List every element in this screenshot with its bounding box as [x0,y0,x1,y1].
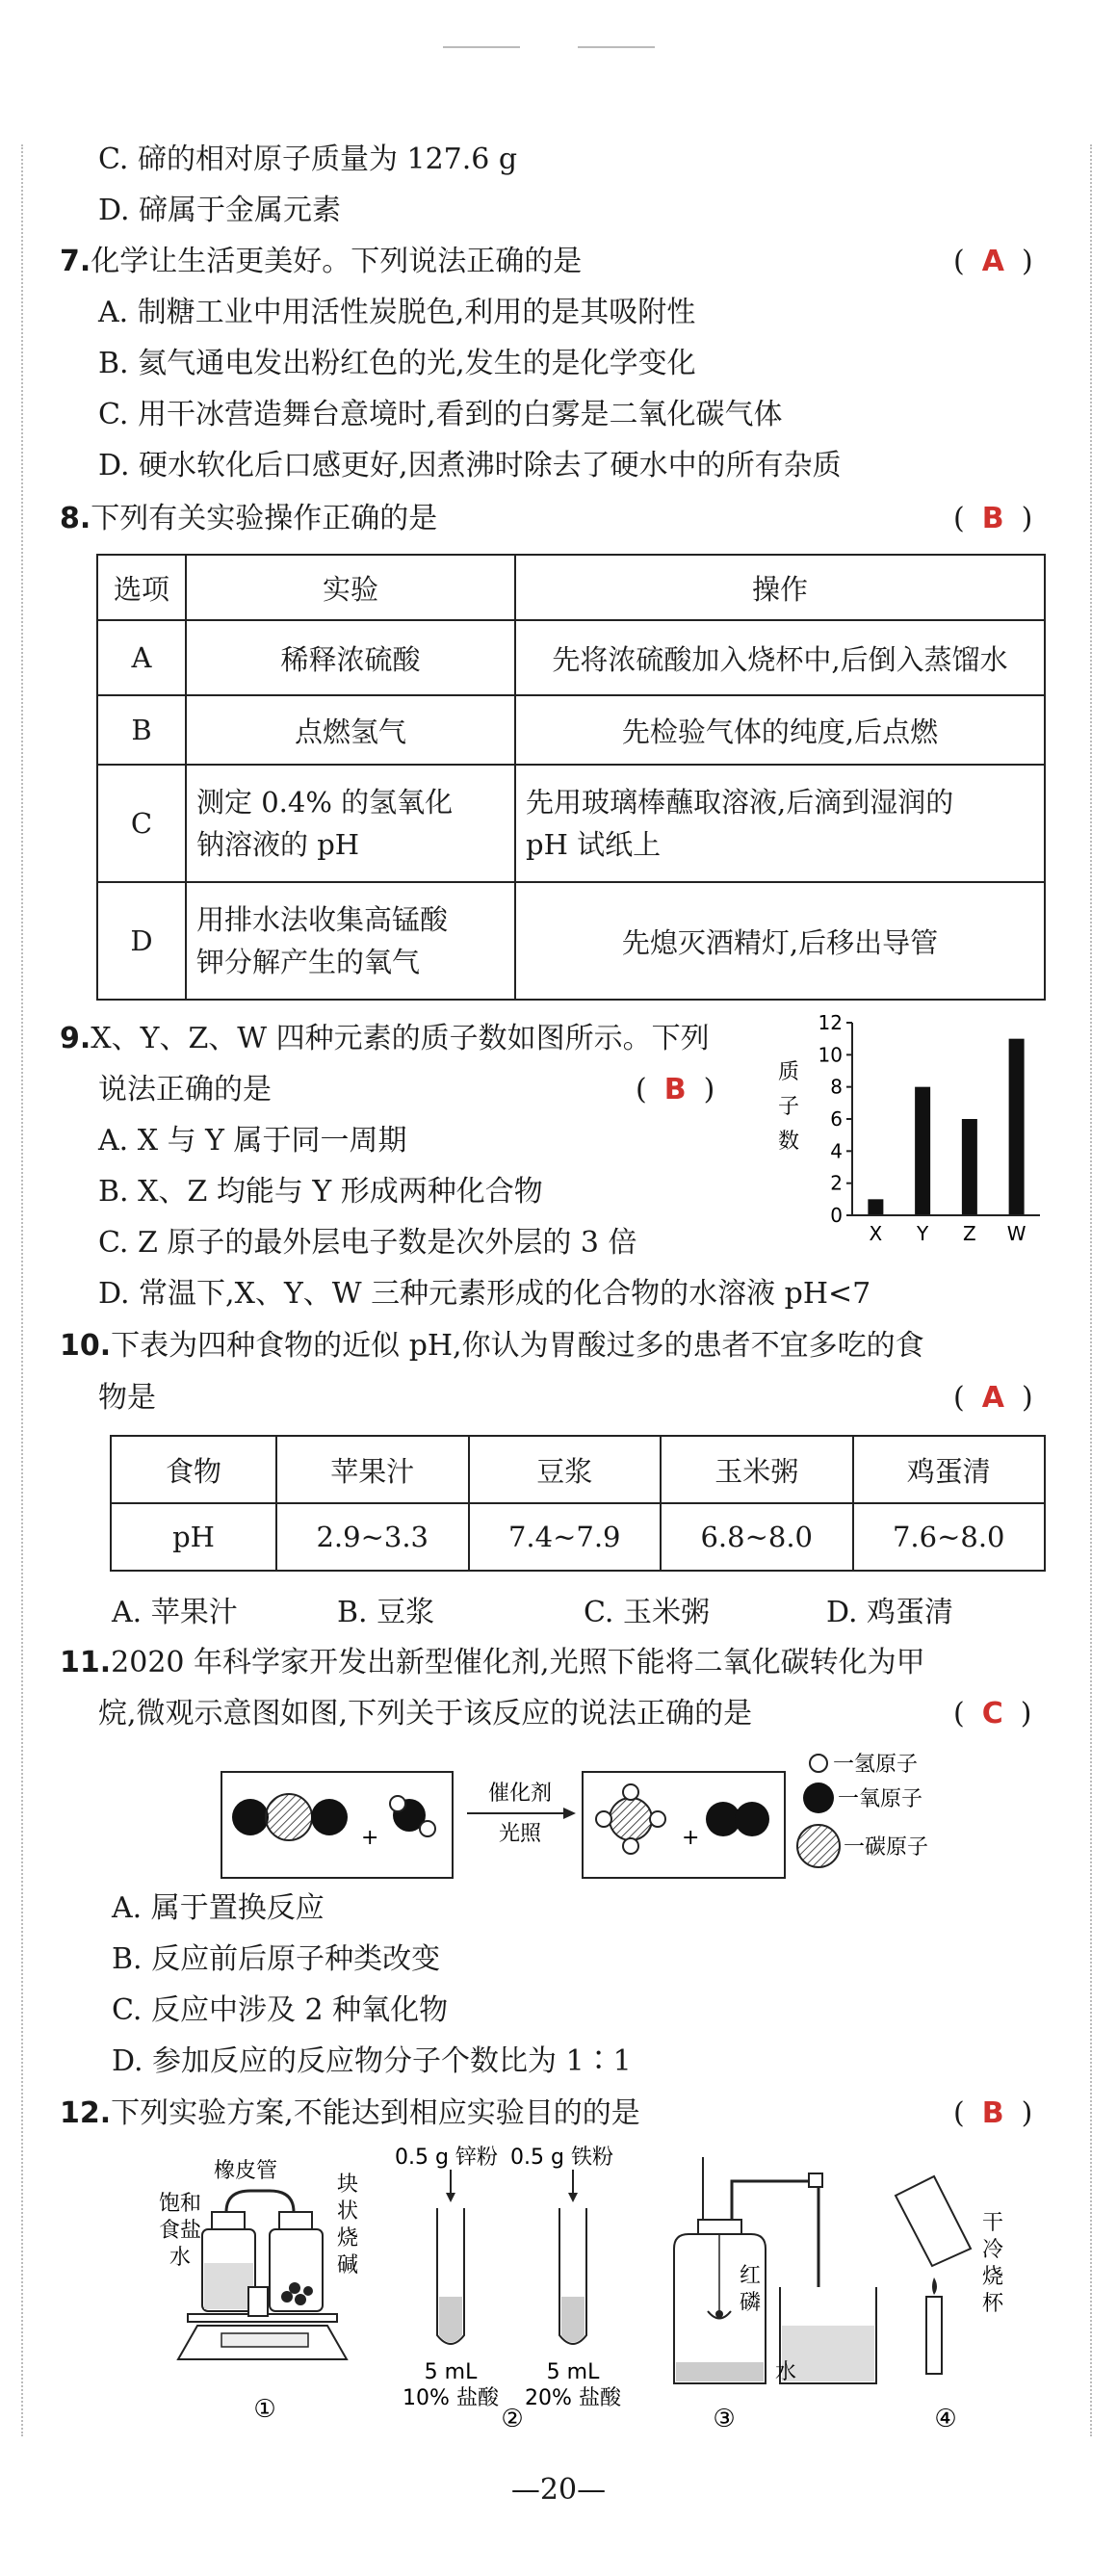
q10-answer: ( A ) [953,1381,1033,1415]
label-caustic-char: 烧 [337,2226,359,2251]
y-tick-label: 6 [830,1107,843,1131]
solid-lump-icon [289,2282,300,2294]
bar-Y [915,1087,930,1215]
condition-catalyst: 催化剂 [487,1782,553,1806]
legend-label: 一氢原子 [833,1753,919,1777]
hydrogen-atom-icon [390,1796,405,1811]
x-tick-label: W [1006,1222,1026,1245]
label-saline-char: 盐 [180,2219,202,2243]
cell-experiment [186,765,515,882]
hydrogen-atom-icon [623,1784,638,1800]
acid-liquid-icon [561,2297,584,2343]
question-text: 下列有关实验操作正确的是 [91,502,438,535]
label-saline-char: 饱 [159,2192,181,2216]
y-tick-label: 4 [830,1139,843,1163]
q9-bar-chart [761,1011,1050,1252]
question-number: 10. [60,1329,112,1363]
label-caustic-char: 碱 [337,2253,359,2277]
x-tick-label: Z [963,1222,976,1245]
question-text: 化学让生活更美好。下列说法正确的是 [91,245,583,278]
cell-line: 用排水法收集高锰酸 [196,903,449,936]
test-tubes-apparatus [395,2146,622,2432]
condition-light: 光照 [498,1822,542,1846]
table-row [111,1503,1045,1571]
question-text: 下表为四种食物的近似 pH,你认为胃酸过多的患者不宜多吃的食 [111,1329,924,1363]
q11-reaction-diagram [212,1748,1069,1883]
q12-experiments-figure [135,2143,1040,2432]
q7-option: B. 氦气通电发出粉红色的光,发生的是化学变化 [98,347,696,380]
header-cell: 实验 [186,555,515,620]
cell-line: 钾分解产生的氧气 [196,946,421,978]
figure-label-3: ③ [713,2405,736,2432]
cell-experiment: 稀释浓硫酸 [186,620,515,695]
label-rubber-tube: 橡皮管 [213,2159,278,2183]
table-header-row [97,555,1045,620]
x-tick-label: X [869,1222,883,1245]
y-tick-label: 10 [818,1043,843,1067]
q9-answer: ( B ) [636,1073,715,1106]
figure-label-4: ④ [934,2405,957,2432]
solid-lump-icon [303,2286,313,2296]
plus-sign: + [682,1826,700,1850]
y-axis-label-char: 子 [778,1095,800,1119]
right-margin-line [1090,144,1092,2436]
page-number: —20— [510,2473,607,2507]
answer-letter: B [663,1073,687,1106]
q6-option-d: D. 碲属于金属元素 [98,194,342,227]
table-row [97,620,1045,695]
table-cell: 2.9~3.3 [276,1503,469,1571]
candle-icon [926,2297,942,2374]
y-tick-label: 0 [830,1204,843,1227]
q10-table [110,1435,1046,1572]
cell-line: 钠溶液的 pH [196,828,360,861]
label-acid: 10% 盐酸 [403,2386,499,2410]
clamp-icon [809,2173,822,2187]
q7-option: C. 用干冰营造舞台意境时,看到的白雾是二氧化碳气体 [98,398,783,431]
y-axis-label-char: 质 [778,1060,800,1084]
question-text: 2020 年科学家开发出新型催化剂,光照下能将二氧化碳转化为甲 [111,1646,925,1679]
cell-line: 测定 0.4% 的氢氧化 [196,786,454,819]
label-saline-char: 和 [180,2192,202,2216]
question-number: 8. [60,502,91,535]
answer-letter: C [981,1697,1003,1730]
q9-stem-line2: 说法正确的是 [98,1073,272,1106]
q11-option: B. 反应前后原子种类改变 [112,1942,441,1976]
saline-liquid-icon [204,2263,253,2309]
hydrogen-atom-icon [650,1811,665,1827]
q6-option-c: C. 碲的相对原子质量为 127.6 g [98,143,518,176]
header-cell: 操作 [515,555,1045,620]
rubber-tube-icon [226,2191,294,2212]
balance-pointer-icon [248,2287,268,2316]
cell-option: C [97,765,186,882]
legend-hydrogen-icon [810,1755,827,1772]
table-cell: pH [111,1503,276,1571]
x-tick-label: Y [917,1222,929,1245]
figure-label-1: ① [253,2395,276,2424]
header-cell: 豆浆 [469,1436,662,1503]
answer-letter: A [981,1381,1004,1415]
arrow-down-icon [446,2193,455,2202]
water-layer-icon [676,2362,764,2381]
q7-stem [60,243,582,281]
label-water: 水 [775,2360,797,2384]
solid-lump-icon [295,2294,306,2305]
legend-oxygen-icon [803,1782,834,1813]
cell-line: 先用玻璃棒蘸取溶液,后滴到湿润的 [526,786,954,819]
y-axis-ticks [818,1011,852,1227]
q11-option: A. 属于置换反应 [112,1891,325,1925]
plus-sign: + [361,1826,379,1850]
header-cell: 食物 [111,1436,276,1503]
cell-line: pH 试纸上 [526,828,662,861]
label-caustic-char: 块 [337,2173,359,2197]
cell-experiment [186,882,515,1000]
x-axis-labels [870,1222,1026,1245]
table-row [97,695,1045,765]
header-cell: 苹果汁 [276,1436,469,1503]
y-tick-label: 8 [830,1075,843,1099]
question-number: 9. [60,1022,91,1055]
q10-option: B. 豆浆 [337,1596,435,1629]
question-number: 11. [60,1646,112,1679]
oxygen-atom-icon [735,1802,769,1836]
q10-option: D. 鸡蛋清 [826,1596,954,1629]
q11-answer: ( C ) [953,1697,1032,1730]
y-tick-label: 12 [818,1011,843,1034]
label-zinc-powder: 0.5 g 锌粉 [395,2146,498,2170]
question-number: 7. [60,245,91,278]
label-saline-char: 食 [159,2219,181,2243]
arrow-head-icon [563,1808,576,1819]
header-cell: 鸡蛋清 [853,1436,1046,1503]
flame-icon [932,2277,937,2295]
q11-option: C. 反应中涉及 2 种氧化物 [112,1993,449,2027]
solid-lump-icon [281,2291,293,2303]
acid-liquid-icon [439,2297,462,2343]
top-rule [443,46,520,48]
question-text: 下列实验方案,不能达到相应实验目的的是 [111,2096,640,2130]
q11-stem-line1 [60,1644,925,1682]
hydrogen-atom-icon [420,1821,435,1836]
table-cell: 6.8~8.0 [661,1503,853,1571]
cell-experiment: 点燃氢气 [186,695,515,765]
table-row [97,765,1045,882]
y-axis-label-char: 数 [778,1130,800,1154]
hydrogen-atom-icon [623,1838,638,1854]
label-caustic-char: 状 [337,2199,359,2224]
legend-label: 一碳原子 [844,1835,929,1860]
cell-option: A [97,620,186,695]
top-rule [578,46,655,48]
phosphorus-apparatus [674,2157,876,2432]
q9-option: D. 常温下,X、Y、W 三种元素形成的化合物的水溶液 pH<7 [98,1277,871,1311]
balance-apparatus [159,2159,358,2424]
label-dry-cold-beaker-char: 杯 [982,2292,1004,2316]
q9-option: A. X 与 Y 属于同一周期 [98,1124,407,1158]
q7-option: A. 制糖工业中用活性炭脱色,利用的是其吸附性 [98,296,696,329]
q9-option: B. X、Z 均能与 Y 形成两种化合物 [98,1175,543,1209]
bars [868,1039,1024,1215]
cell-operation [515,765,1045,882]
q11-option: D. 参加反应的反应物分子个数比为 1∶1 [112,2044,632,2078]
label-volume: 5 mL [546,2360,600,2384]
table-row [97,882,1045,1000]
label-iron-powder: 0.5 g 铁粉 [510,2146,613,2170]
header-cell: 玉米粥 [661,1436,853,1503]
q12-answer: ( B ) [953,2096,1033,2130]
q7-answer: ( A ) [953,245,1033,278]
y-axis-label [778,1060,799,1154]
balance-scale-icon [221,2333,308,2347]
label-dry-cold-beaker-char: 干 [982,2211,1004,2235]
oxygen-atom-icon [232,1799,269,1835]
oxygen-atom-icon [311,1799,348,1835]
bar-X [868,1199,883,1215]
hydrogen-atom-icon [596,1811,611,1827]
label-red-phosphorus-char: 红 [740,2264,762,2288]
label-red-phosphorus-char: 磷 [740,2291,762,2315]
answer-letter: A [981,245,1004,278]
legend-label: 一氧原子 [838,1787,923,1811]
bar-Z [962,1119,977,1215]
left-margin-line [21,144,23,2436]
q9-stem-line1 [60,1020,710,1058]
label-acid: 20% 盐酸 [525,2386,621,2410]
cell-operation: 先检验气体的纯度,后点燃 [515,695,1045,765]
table-header-row [111,1436,1045,1503]
q10-stem-line2: 物是 [98,1381,156,1415]
q10-option: A. 苹果汁 [112,1596,238,1629]
answer-letter: B [981,502,1004,535]
answer-letter: B [981,2096,1004,2130]
cell-operation: 先将浓硫酸加入烧杯中,后倒入蒸馏水 [515,620,1045,695]
q12-stem [60,2095,640,2133]
question-text: X、Y、Z、W 四种元素的质子数如图所示。下列 [91,1022,710,1055]
arrow-down-icon [568,2193,578,2202]
cell-operation: 先熄灭酒精灯,后移出导管 [515,882,1045,1000]
q8-answer: ( B ) [953,502,1033,535]
q7-option: D. 硬水软化后口感更好,因煮沸时除去了硬水中的所有杂质 [98,449,842,482]
q8-stem [60,500,437,538]
carbon-atom-icon [610,1798,652,1840]
table-cell: 7.4~7.9 [469,1503,662,1571]
label-dry-cold-beaker-char: 烧 [982,2265,1004,2289]
stopper-icon [698,2220,741,2234]
table-cell: 7.6~8.0 [853,1503,1046,1571]
q11-stem-line2: 烷,微观示意图如图,下列关于该反应的说法正确的是 [98,1697,753,1730]
label-saline-char: 水 [169,2246,192,2270]
q10-stem-line1 [60,1327,924,1366]
red-phosphorus-icon [715,2310,723,2318]
y-tick-label: 2 [830,1171,843,1195]
candle-apparatus [896,2176,1004,2432]
label-dry-cold-beaker-char: 冷 [982,2238,1004,2262]
q10-option: C. 玉米粥 [584,1596,710,1629]
figure-label-2: ② [501,2405,524,2432]
header-cell: 选项 [97,555,186,620]
carbon-atom-icon [266,1794,312,1840]
cell-option: D [97,882,186,1000]
q8-table [96,554,1046,1001]
bar-W [1009,1039,1025,1215]
beaker-inverted-icon [896,2176,971,2266]
label-volume: 5 mL [424,2360,478,2384]
q9-option: C. Z 原子的最外层电子数是次外层的 3 倍 [98,1226,637,1260]
cell-option: B [97,695,186,765]
question-number: 12. [60,2096,112,2130]
legend-carbon-icon [797,1825,840,1867]
